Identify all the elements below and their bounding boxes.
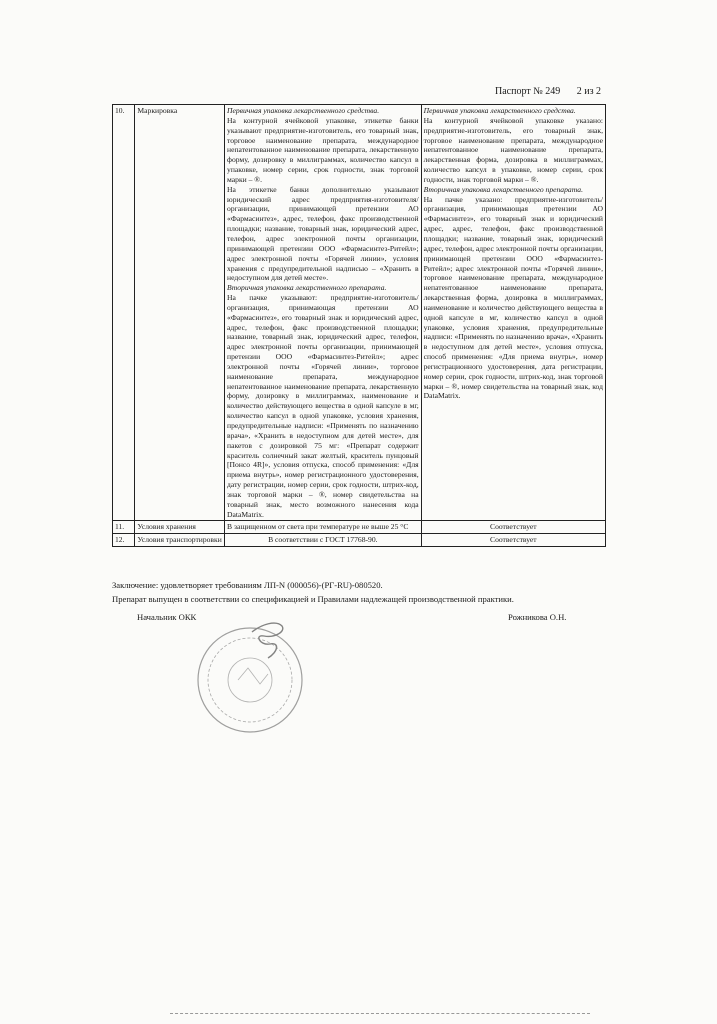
requirement-para: Вторичная упаковка лекарственного препарата.: [227, 283, 387, 293]
requirement-para: На пачке указывают: предприятие-изготовитель/организация, принимающая претензии АО «Фармасинтез», его товарный знак и юридический адрес, адрес, телефон, факс производственной площадки; название, товарный знак, юридический адрес, телефон, адрес электронной почты организации, принимающей претензии ООО «Фармасинтез-Ритейл»; адрес электронной почты «Горячей линии», торговое наименование препарата, международное непатентованное наименование препарата, лекарственную форму, дозировку в миллиграммах, наименование и количество действующего вещества в одной капсуле в мг, количество капсул в одной упаковке, условия хранения, предупредительные надписи: «Применять по назначению врача», «Хранить в недоступном для детей месте», для пакетов с дозировкой 75 мг: «Препарат содержит краситель солнечный закат желтый, краситель пунцовый [Понсо 4R]», условия отпуска, способ применения: «Для приема внутрь», номер регистрационного удостоверения, дату регистрации, номер серии, срок годности, штрих-код, знак торговой марки – ®, номер свидетельства на товарный знак, место возможного нанесения кода DataMatrix.: [227, 293, 419, 519]
table-row: [113, 105, 606, 521]
row-number: 12.: [113, 534, 135, 547]
official-stamp-icon: [190, 618, 310, 738]
passport-number: Паспорт № 249: [495, 86, 561, 97]
requirement-para: На этикетке банки дополнительно указывают юридический адрес предприятия-изготовителя/организации, принимающей претензии АО «Фармасинтез», адрес, телефон, факс производственной площадки; название, товарный знак, юридический адрес, телефон, адрес электронной почты организации, принимающей претензии ООО «Фармасинтез-Ритейл»; адрес электронной почты «Горячей линии», условия хранения с предупредительной надписью – «Хранить в недоступном для детей месте».: [227, 184, 419, 283]
release-statement: Препарат выпущен в соответствии со спецификацией и Правилами надлежащей производственной практики.: [112, 594, 514, 604]
row-name: Условия транспортировки: [135, 534, 225, 547]
requirement-para: На контурной ячейковой упаковке, этикетке банки указывают предприятие-изготовитель, его товарный знак, торговое наименование препарата, международное непатентованное наименование препарата, лекарственную форму, дозировку в миллиграммах, количество капсул в упаковке, номер серии, срок годности, знак торговой марки – ®.: [227, 115, 419, 184]
page-header: [495, 86, 615, 97]
requirement-para: Первичная упаковка лекарственного средства.: [227, 106, 380, 115]
bottom-edge-line: [170, 1013, 590, 1015]
result-para: На контурной ячейковой упаковке указано: предприятие-изготовитель, его товарный знак, торговое наименование препарата, международное непатентованное наименование препарата, лекарственная форма, дозировка в миллиграммах, количество капсул в упаковке, номер серии, срок годности, знак торговой марки – ®.: [423, 115, 603, 184]
result-para: Первичная упаковка лекарственного средства.: [423, 106, 576, 115]
table-row: [113, 534, 606, 547]
requirement-cell: В защищенном от света при температуре не выше 25 °С: [225, 521, 422, 534]
row-name: Условия хранения: [135, 521, 225, 534]
requirement-cell: [225, 105, 422, 521]
result-para: Вторичная упаковка лекарственного препарата.: [423, 184, 583, 194]
signer-name: Рожникова О.Н.: [508, 612, 567, 622]
position-title: Начальник ОКК: [137, 612, 197, 622]
row-number: 11.: [113, 521, 135, 534]
result-cell: Соответствует: [421, 534, 605, 547]
result-cell: [421, 105, 605, 521]
spec-table: [112, 104, 606, 547]
table-row: [113, 521, 606, 534]
row-number: 10.: [113, 105, 135, 521]
row-name: Маркировка: [135, 105, 225, 521]
result-cell: Соответствует: [421, 521, 605, 534]
conclusion: Заключение: удовлетворяет требованиям ЛП-N (000056)-(РГ-RU)-080520.: [112, 580, 383, 590]
signature-icon: [252, 623, 283, 658]
result-para: На пачке указано: предприятие-изготовитель/организация, принимающая претензии АО «Фармасинтез», его товарный знак и юридический адрес, адрес, телефон, факс производственной площадки; название, товарный знак, юридический адрес, телефон, адрес электронной почты организации, принимающей претензии ООО «Фармасинтез-Ритейл»; адрес электронной почты «Горячей линии», торговое наименование препарата, международное непатентованное наименование препарата, лекарственная форма, дозировка в миллиграммах, наименование и количество действующего вещества в одной капсуле в мг, количество капсул в одной упаковке, условия хранения, предупредительные надписи: «Применять по назначению врача», «Хранить в недоступном для детей месте», условия отпуска, способ применения: «Для приема внутрь», номер регистрационного удостоверения, дата регистрации, номер серии, срок годности, штрих-код, знак торговой марки – ®, номер свидетельства на товарный знак, код DataMatrix.: [423, 194, 603, 401]
requirement-cell: В соответствии с ГОСТ 17768-90.: [225, 534, 422, 547]
page-number: 2 из 2: [576, 86, 602, 97]
